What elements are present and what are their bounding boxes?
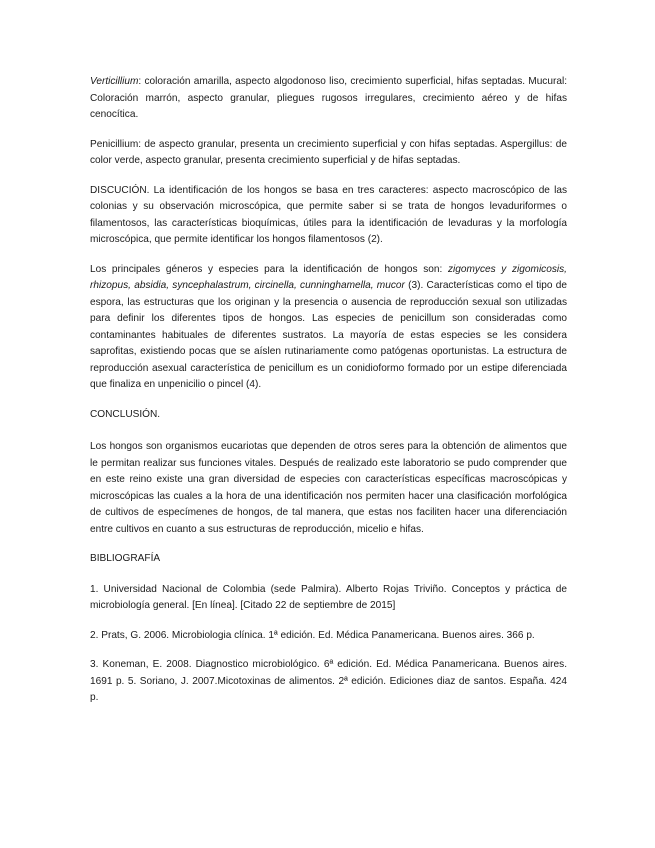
paragraph-discusion: DISCUCIÓN. La identificación de los hongos se basa en tres caracteres: aspecto macroscópico de las colonias y su observación microscópica, que permite saber si se trata de hongos levaduriformes o filamentosos, las características bioquímicas, útiles para la identificación de levaduras y la morfología microscópica, que permite identificar los hongos filamentosos (2). xyxy=(90,184,567,245)
generos-species-list: zigomyces y zigomicosis, rhizopus, absidia, syncephalastrum, circinella, cunninghamella, mucor xyxy=(90,263,567,291)
verticillium-genus-name: Verticillium xyxy=(90,76,139,87)
conclusion-heading: CONCLUSIÓN. xyxy=(90,408,161,420)
paragraph-verticillium xyxy=(90,74,567,124)
generos-intro: Los principales géneros y especies para la identificación de hongos son: xyxy=(90,263,448,275)
bibliografia-heading: BIBLIOGRAFÍA xyxy=(90,553,161,564)
reference-2: 2. Prats, G. 2006. Microbiologia clínica. 1ª edición. Ed. Médica Panamericana. Buenos aires. 366 p. xyxy=(90,629,535,641)
paragraph-conclusion: Los hongos son organismos eucariotas que dependen de otros seres para la obtención de alimentos que le permitan realizar sus funciones vitales. Después de realizado este laboratorio se pudo comprender que en este reino existe una gran diversidad de especies con características específicas macroscópicas y microscópicas las cuales a la hora de una identificación nos permiten hacer una clasificación morfológica de cultivos de especímenes de hongos, de tal manera, que estas nos faciliten hacer una diferenciación entre cultivos en cuanto a sus estructuras de reproducción, micelio e hifas. xyxy=(90,441,567,535)
paragraph-generos xyxy=(90,262,567,394)
paragraph-penicillium: Penicillium: de aspecto granular, presenta un crecimiento superficial y con hifas septadas. Aspergillus: de color verde, aspecto granular, presenta crecimiento superficial y de hifas septadas. xyxy=(90,138,567,166)
verticillium-description: : coloración amarilla, aspecto algodonoso liso, crecimiento superficial, hifas septadas. Mucural: Coloración marrón, aspecto granular, pliegues rugosos irregulares, crecimiento aéreo y de hifas cenocítica. xyxy=(90,76,567,120)
reference-3: 3. Koneman, E. 2008. Diagnostico microbiológico. 6ª edición. Ed. Médica Panamericana. Buenos aires. 1691 p. 5. Soriano, J. 2007.Micotoxinas de alimentos. 2ª edición. Ediciones diaz de santos. España. 424 p. xyxy=(90,659,567,703)
reference-1: 1. Universidad Nacional de Colombia (sede Palmira). Alberto Rojas Triviño. Conceptos y práctica de microbiología general. [En línea]. [Citado 22 de septiembre de 2015] xyxy=(90,583,567,611)
generos-body: (3). Características como el tipo de espora, las estructuras que los originan y la presencia o ausencia de reproducción sexual son utilizadas para definir los diferentes tipos de hongos. Las especies de penicillum son consideradas como contaminantes habituales de diferentes sustratos. La mayoría de estas especies se les considera saprofitas, existiendo pocas que se aíslen rutinariamente como patógenas oportunistas. La estructura de reproducción asexual característica de penicillum es un conidioformo formado por un estipe diferenciada que finaliza en unpenicilio o pincel (4). xyxy=(90,280,567,390)
